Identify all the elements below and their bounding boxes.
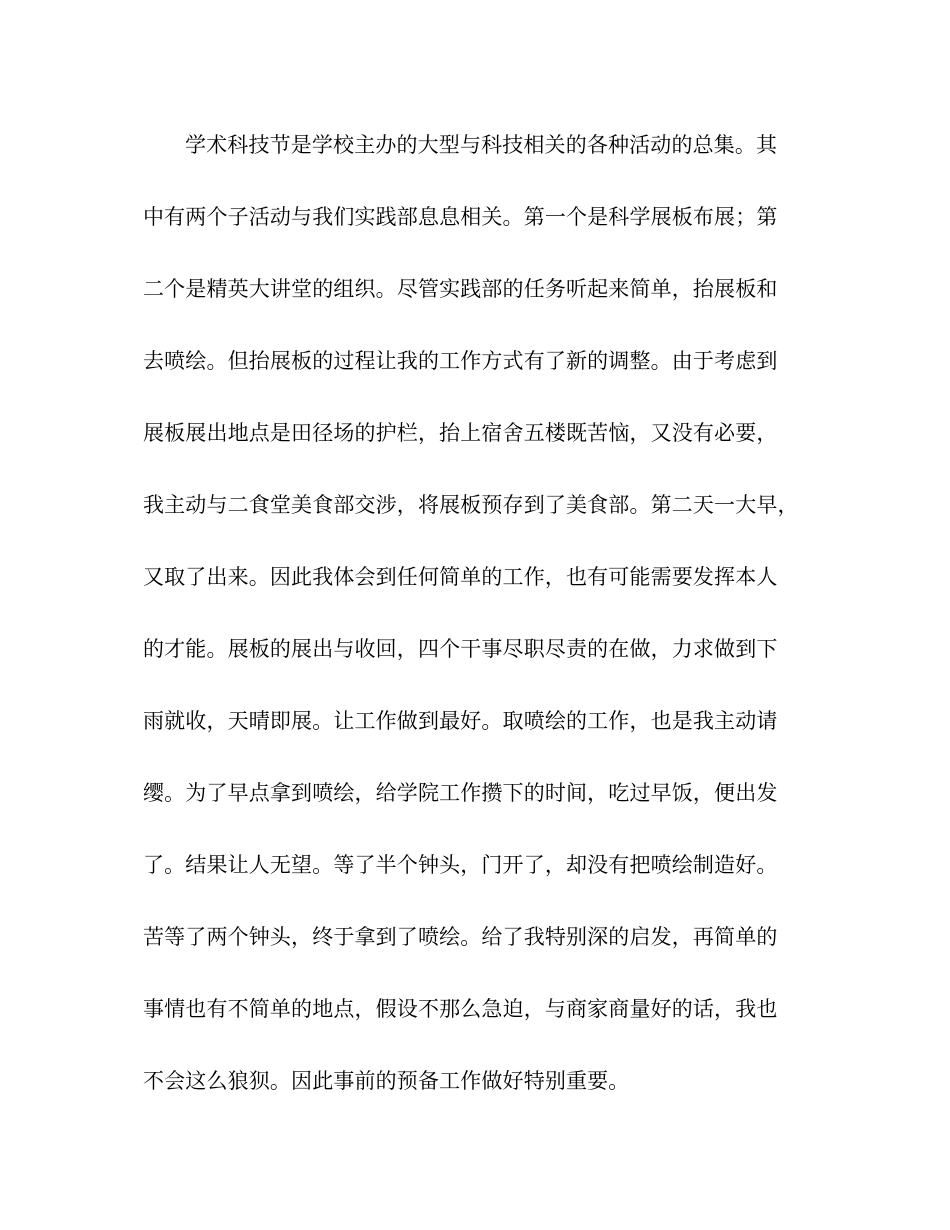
paragraph-line-3: 二个是精英大讲堂的组织。尽管实践部的任务听起来简单，抬展板和 [143, 277, 778, 301]
paragraph-line-9: 雨就收，天晴即展。让工作做到最好。取喷绘的工作，也是我主动请 [143, 709, 778, 733]
paragraph-line-8: 的才能。展板的展出与收回，四个干事尽职尽责的在做，力求做到下 [143, 637, 778, 661]
paragraph-line-14: 不会这么狼狈。因此事前的预备工作做好特别重要。 [143, 1069, 630, 1093]
paragraph-line-4: 去喷绘。但抬展板的过程让我的工作方式有了新的调整。由于考虑到 [143, 349, 778, 373]
paragraph-line-6: 我主动与二食堂美食部交涉，将展板预存到了美食部。第二天一大早， [143, 493, 799, 517]
paragraph-line-1: 学术科技节是学校主办的大型与科技相关的各种活动的总集。其 [185, 133, 778, 157]
paragraph-line-11: 了。结果让人无望。等了半个钟头，门开了，却没有把喷绘制造好。 [143, 853, 778, 877]
paragraph-line-7: 又取了出来。因此我体会到任何简单的工作，也有可能需要发挥本人 [143, 565, 778, 589]
paragraph-line-12: 苦等了两个钟头，终于拿到了喷绘。给了我特别深的启发，再简单的 [143, 925, 778, 949]
paragraph-line-10: 缨。为了早点拿到喷绘，给学院工作攒下的时间，吃过早饭，便出发 [143, 781, 778, 805]
paragraph-line-5: 展板展出地点是田径场的护栏，抬上宿舍五楼既苦恼，又没有必要， [143, 421, 778, 445]
paragraph-line-13: 事情也有不简单的地点，假设不那么急迫，与商家商量好的话，我也 [143, 997, 778, 1021]
paragraph-line-2: 中有两个子活动与我们实践部息息相关。第一个是科学展板布展；第 [143, 205, 778, 229]
